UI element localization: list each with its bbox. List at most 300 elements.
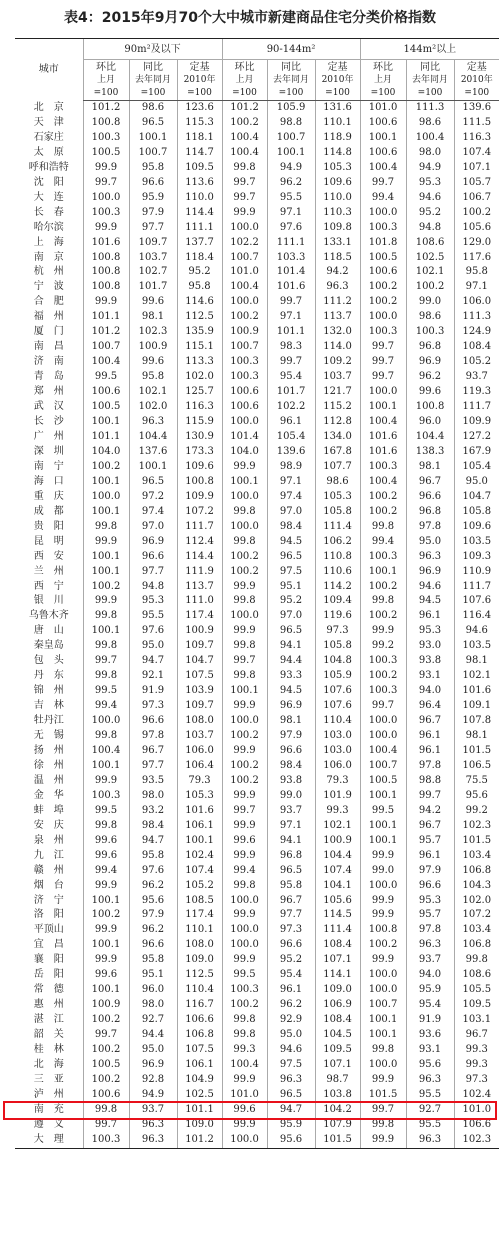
index-value: 97.7	[129, 759, 177, 774]
index-value: 96.7	[267, 894, 315, 909]
index-value: 94.9	[267, 161, 315, 176]
index-value: 167.9	[454, 445, 499, 460]
index-value: 96.9	[406, 355, 454, 370]
index-value: 100.1	[177, 834, 222, 849]
index-value: 96.7	[129, 744, 177, 759]
index-value: 99.7	[83, 654, 129, 669]
city-name: 北 京	[33, 101, 64, 113]
index-value: 110.3	[315, 206, 360, 221]
index-value: 106.1	[177, 819, 222, 834]
index-value: 102.0	[129, 400, 177, 415]
index-value: 99.8	[360, 1118, 406, 1133]
index-value: 102.7	[129, 265, 177, 280]
index-value: 99.9	[83, 295, 129, 310]
index-value: 137.7	[177, 236, 222, 251]
city-name: 南 京	[33, 251, 64, 263]
index-value: 102.0	[454, 894, 499, 909]
index-value: 101.7	[267, 385, 315, 400]
index-value: 111.5	[454, 116, 499, 131]
index-value: 100.1	[83, 505, 129, 520]
index-value: 109.6	[177, 460, 222, 475]
index-value: 110.4	[315, 714, 360, 729]
table-row	[15, 923, 499, 938]
index-value: 117.4	[177, 609, 222, 624]
index-value: 118.9	[315, 131, 360, 146]
index-value: 95.5	[267, 191, 315, 206]
index-value: 100.4	[83, 744, 129, 759]
index-value: 95.6	[454, 789, 499, 804]
index-value: 100.3	[83, 206, 129, 221]
index-value: 94.6	[406, 191, 454, 206]
index-value: 100.2	[360, 580, 406, 595]
index-value: 98.6	[129, 101, 177, 116]
index-value: 96.6	[406, 490, 454, 505]
index-value: 111.9	[177, 565, 222, 580]
index-value: 102.5	[406, 251, 454, 266]
col-header: 环比	[83, 60, 129, 75]
table-row	[15, 849, 499, 864]
index-value: 96.3	[406, 1133, 454, 1148]
table-row	[15, 1058, 499, 1073]
index-value: 107.1	[315, 1058, 360, 1073]
index-value: 95.7	[406, 834, 454, 849]
index-value: 110.4	[177, 983, 222, 998]
city-name: 上 海	[33, 236, 64, 248]
index-value: 100.1	[360, 1028, 406, 1043]
index-value: 99.9	[83, 594, 129, 609]
index-value: 108.5	[177, 894, 222, 909]
city-name: 洛 阳	[33, 909, 64, 921]
index-value: 102.0	[177, 370, 222, 385]
index-value: 99.2	[360, 639, 406, 654]
index-value: 99.9	[360, 849, 406, 864]
index-value: 111.0	[177, 594, 222, 609]
index-value: 98.4	[129, 819, 177, 834]
index-value: 101.1	[177, 1103, 222, 1118]
index-value: 96.2	[129, 923, 177, 938]
table-row	[15, 251, 499, 266]
table-row	[15, 400, 499, 415]
base-period-header: 上月	[83, 74, 129, 87]
index-value: 99.9	[222, 699, 267, 714]
index-value: 99.9	[360, 624, 406, 639]
index-value: 99.9	[360, 953, 406, 968]
index-value: 98.6	[315, 475, 360, 490]
index-value: 96.5	[267, 624, 315, 639]
index-value: 98.1	[406, 460, 454, 475]
index-value: 100.1	[360, 819, 406, 834]
index-value: 106.8	[454, 864, 499, 879]
index-value: 75.5	[454, 774, 499, 789]
index-value: 99.4	[83, 864, 129, 879]
index-value: 110.1	[177, 923, 222, 938]
city-name: 郑 州	[33, 386, 64, 398]
table-row	[15, 475, 499, 490]
index-value: 100.2	[360, 490, 406, 505]
index-value: 100.2	[222, 565, 267, 580]
index-value: 96.3	[406, 1073, 454, 1088]
index-value: 108.6	[406, 236, 454, 251]
index-value: 99.6	[83, 849, 129, 864]
index-value: 99.6	[406, 385, 454, 400]
index-value: 99.6	[83, 834, 129, 849]
table-row	[15, 669, 499, 684]
index-value: 97.8	[406, 923, 454, 938]
index-value: 95.8	[129, 953, 177, 968]
table-row	[15, 759, 499, 774]
index-value: 99.5	[222, 968, 267, 983]
index-value: 129.0	[454, 236, 499, 251]
index-value: 99.7	[83, 176, 129, 191]
index-value: 115.9	[177, 415, 222, 430]
index-value: 96.2	[267, 998, 315, 1013]
index-value: 103.5	[454, 535, 499, 550]
index-value: 105.3	[315, 161, 360, 176]
index-value: 99.9	[222, 908, 267, 923]
index-value: 98.9	[267, 460, 315, 475]
table-row	[15, 908, 499, 923]
city-name: 南 昌	[33, 341, 64, 353]
table-row	[15, 310, 499, 325]
index-value: 100.7	[360, 998, 406, 1013]
index-value: 107.9	[315, 1118, 360, 1133]
index-value: 95.5	[406, 1088, 454, 1103]
base-period-header: 2010年	[177, 74, 222, 87]
index-value: 100.1	[83, 983, 129, 998]
index-value: 106.4	[177, 759, 222, 774]
base-value-header: =100	[177, 87, 222, 101]
index-value: 100.6	[222, 400, 267, 415]
index-value: 92.7	[129, 1013, 177, 1028]
index-value: 100.3	[83, 131, 129, 146]
city-name: 济 宁	[33, 894, 64, 906]
city-name: 大 连	[33, 191, 64, 203]
index-value: 96.9	[129, 1058, 177, 1073]
index-value: 97.1	[267, 475, 315, 490]
index-value: 109.8	[315, 221, 360, 236]
index-value: 99.8	[83, 819, 129, 834]
index-value: 96.6	[129, 550, 177, 565]
index-value: 100.4	[83, 355, 129, 370]
index-value: 99.8	[83, 1103, 129, 1118]
table-row	[15, 894, 499, 909]
index-value: 109.0	[315, 983, 360, 998]
index-value: 98.0	[406, 146, 454, 161]
index-value: 107.6	[315, 699, 360, 714]
index-value: 97.9	[129, 206, 177, 221]
index-value: 99.8	[454, 953, 499, 968]
index-value: 99.9	[222, 460, 267, 475]
index-value: 98.6	[406, 310, 454, 325]
table-row	[15, 684, 499, 699]
index-value: 96.0	[406, 415, 454, 430]
index-value: 106.0	[454, 295, 499, 310]
index-value: 99.8	[222, 505, 267, 520]
city-name: 徐 州	[33, 759, 64, 771]
index-value: 99.9	[222, 206, 267, 221]
index-value: 100.4	[360, 415, 406, 430]
index-value: 97.8	[129, 729, 177, 744]
index-value: 105.6	[315, 894, 360, 909]
index-value: 97.5	[267, 565, 315, 580]
city-name: 三 亚	[33, 1073, 64, 1085]
index-value: 97.2	[129, 490, 177, 505]
city-name: 武 汉	[33, 401, 64, 413]
index-value: 139.6	[267, 445, 315, 460]
index-value: 107.2	[177, 505, 222, 520]
col-header: 定基	[177, 60, 222, 75]
table-row	[15, 370, 499, 385]
index-value: 100.3	[360, 460, 406, 475]
index-value: 99.7	[406, 789, 454, 804]
index-value: 100.1	[360, 400, 406, 415]
index-value: 99.0	[267, 789, 315, 804]
index-value: 98.6	[406, 116, 454, 131]
base-period-header: 上月	[360, 74, 406, 87]
index-value: 105.5	[454, 983, 499, 998]
index-value: 99.7	[360, 176, 406, 191]
index-value: 107.1	[315, 953, 360, 968]
index-value: 96.3	[267, 1073, 315, 1088]
index-value: 97.9	[129, 908, 177, 923]
index-value: 94.8	[129, 580, 177, 595]
index-value: 100.7	[360, 759, 406, 774]
index-value: 100.1	[360, 834, 406, 849]
table-row	[15, 385, 499, 400]
city-name: 成 都	[33, 505, 64, 517]
table-row	[15, 430, 499, 445]
index-value: 99.9	[222, 580, 267, 595]
index-value: 109.2	[315, 355, 360, 370]
base-value-header: =100	[129, 87, 177, 101]
table-row	[15, 729, 499, 744]
index-value: 95.8	[129, 161, 177, 176]
index-value: 100.3	[222, 370, 267, 385]
index-value: 114.1	[315, 968, 360, 983]
index-value: 101.6	[454, 684, 499, 699]
index-value: 100.8	[83, 251, 129, 266]
index-value: 100.8	[83, 280, 129, 295]
index-value: 100.2	[360, 938, 406, 953]
index-value: 167.8	[315, 445, 360, 460]
index-value: 94.6	[454, 624, 499, 639]
index-value: 114.0	[315, 340, 360, 355]
index-value: 96.9	[406, 565, 454, 580]
index-value: 100.4	[360, 475, 406, 490]
index-value: 109.0	[177, 953, 222, 968]
table-row	[15, 998, 499, 1013]
index-value: 99.4	[360, 191, 406, 206]
index-value: 102.1	[315, 819, 360, 834]
index-value: 99.7	[83, 1118, 129, 1133]
base-value-header: =100	[83, 87, 129, 101]
index-value: 100.3	[360, 654, 406, 669]
index-value: 99.8	[83, 669, 129, 684]
index-value: 95.6	[406, 1058, 454, 1073]
index-value: 106.8	[454, 938, 499, 953]
city-name: 常 德	[33, 984, 64, 996]
index-value: 96.6	[129, 176, 177, 191]
index-value: 114.4	[177, 550, 222, 565]
index-value: 100.0	[222, 938, 267, 953]
table-row	[15, 325, 499, 340]
index-value: 94.7	[129, 834, 177, 849]
index-value: 99.9	[83, 879, 129, 894]
index-value: 99.9	[360, 894, 406, 909]
index-value: 95.2	[267, 594, 315, 609]
index-value: 105.2	[177, 879, 222, 894]
index-value: 105.8	[315, 505, 360, 520]
city-name: 南 充	[33, 1103, 64, 1115]
city-name: 宁 波	[33, 281, 64, 293]
index-value: 101.5	[454, 834, 499, 849]
index-value: 99.8	[360, 594, 406, 609]
index-value: 102.3	[454, 819, 499, 834]
index-value: 100.3	[360, 325, 406, 340]
index-value: 100.0	[222, 609, 267, 624]
table-row	[15, 1043, 499, 1058]
index-value: 135.9	[177, 325, 222, 340]
index-value: 93.0	[406, 639, 454, 654]
index-value: 112.5	[177, 310, 222, 325]
index-value: 99.9	[222, 1073, 267, 1088]
index-value: 100.0	[83, 714, 129, 729]
index-value: 99.0	[360, 864, 406, 879]
index-value: 101.0	[222, 1088, 267, 1103]
index-value: 100.0	[360, 310, 406, 325]
index-value: 100.2	[360, 280, 406, 295]
group-header-small: 90m²及以下	[83, 39, 222, 60]
index-value: 95.2	[177, 265, 222, 280]
index-value: 106.6	[177, 1013, 222, 1028]
index-value: 97.5	[267, 1058, 315, 1073]
index-value: 96.1	[406, 609, 454, 624]
index-value: 109.5	[315, 1043, 360, 1058]
index-value: 116.7	[177, 998, 222, 1013]
index-value: 99.9	[222, 849, 267, 864]
index-value: 107.2	[454, 908, 499, 923]
index-value: 95.4	[267, 968, 315, 983]
index-value: 100.2	[222, 998, 267, 1013]
index-value: 100.1	[360, 789, 406, 804]
index-value: 79.3	[177, 774, 222, 789]
index-value: 99.8	[222, 1013, 267, 1028]
index-value: 101.0	[454, 1103, 499, 1118]
index-value: 114.6	[177, 295, 222, 310]
index-value: 99.9	[222, 1118, 267, 1133]
index-value: 99.4	[222, 864, 267, 879]
base-value-header: =100	[406, 87, 454, 101]
index-value: 102.4	[454, 1088, 499, 1103]
index-value: 138.3	[406, 445, 454, 460]
index-value: 99.7	[267, 355, 315, 370]
index-value: 100.6	[83, 385, 129, 400]
index-value: 91.9	[129, 684, 177, 699]
index-value: 97.7	[129, 221, 177, 236]
table-row	[15, 1088, 499, 1103]
index-value: 102.1	[406, 265, 454, 280]
index-value: 100.9	[177, 624, 222, 639]
index-value: 93.3	[267, 669, 315, 684]
col-header: 定基	[315, 60, 360, 75]
index-value: 99.8	[222, 535, 267, 550]
index-value: 100.3	[360, 550, 406, 565]
index-value: 96.1	[406, 744, 454, 759]
base-period-header: 上月	[222, 74, 267, 87]
table-row	[15, 639, 499, 654]
index-value: 99.9	[222, 744, 267, 759]
index-value: 97.8	[406, 520, 454, 535]
index-value: 100.0	[360, 206, 406, 221]
index-value: 95.3	[129, 594, 177, 609]
index-value: 93.7	[406, 953, 454, 968]
base-value-header: =100	[222, 87, 267, 101]
index-value: 95.9	[267, 1118, 315, 1133]
index-value: 99.6	[222, 1103, 267, 1118]
index-value: 100.9	[222, 325, 267, 340]
table-row	[15, 221, 499, 236]
index-value: 109.6	[454, 520, 499, 535]
index-value: 101.1	[267, 325, 315, 340]
index-value: 102.3	[454, 1133, 499, 1148]
index-value: 101.4	[222, 430, 267, 445]
index-value: 100.7	[83, 340, 129, 355]
index-value: 99.8	[83, 729, 129, 744]
index-value: 106.0	[315, 759, 360, 774]
index-value: 97.1	[267, 206, 315, 221]
table-row	[15, 355, 499, 370]
index-value: 99.7	[360, 340, 406, 355]
index-value: 109.1	[454, 699, 499, 714]
index-value: 130.9	[177, 430, 222, 445]
index-value: 100.0	[222, 923, 267, 938]
table-row	[15, 1028, 499, 1043]
index-value: 100.5	[83, 400, 129, 415]
index-value: 113.3	[177, 355, 222, 370]
index-value: 99.9	[222, 789, 267, 804]
index-value: 109.3	[454, 550, 499, 565]
index-value: 94.7	[267, 1103, 315, 1118]
index-value: 96.3	[129, 1118, 177, 1133]
table-row	[15, 594, 499, 609]
table-row	[15, 864, 499, 879]
index-value: 108.4	[315, 938, 360, 953]
index-value: 173.3	[177, 445, 222, 460]
index-value: 94.5	[267, 535, 315, 550]
index-value: 105.7	[454, 176, 499, 191]
index-value: 99.9	[83, 161, 129, 176]
index-value: 99.8	[222, 594, 267, 609]
index-value: 94.2	[406, 804, 454, 819]
city-name: 青 岛	[33, 371, 64, 383]
index-value: 100.7	[222, 340, 267, 355]
index-value: 99.7	[360, 699, 406, 714]
index-value: 100.0	[222, 415, 267, 430]
index-value: 103.7	[315, 370, 360, 385]
index-value: 106.8	[177, 1028, 222, 1043]
index-value: 94.0	[406, 684, 454, 699]
index-value: 102.5	[177, 1088, 222, 1103]
index-value: 100.2	[83, 460, 129, 475]
index-value: 107.6	[315, 684, 360, 699]
city-name: 太 原	[33, 146, 64, 158]
index-value: 94.2	[315, 265, 360, 280]
table-row	[15, 490, 499, 505]
index-value: 132.0	[315, 325, 360, 340]
index-value: 99.5	[83, 370, 129, 385]
index-value: 116.4	[454, 609, 499, 624]
index-value: 108.4	[315, 1013, 360, 1028]
